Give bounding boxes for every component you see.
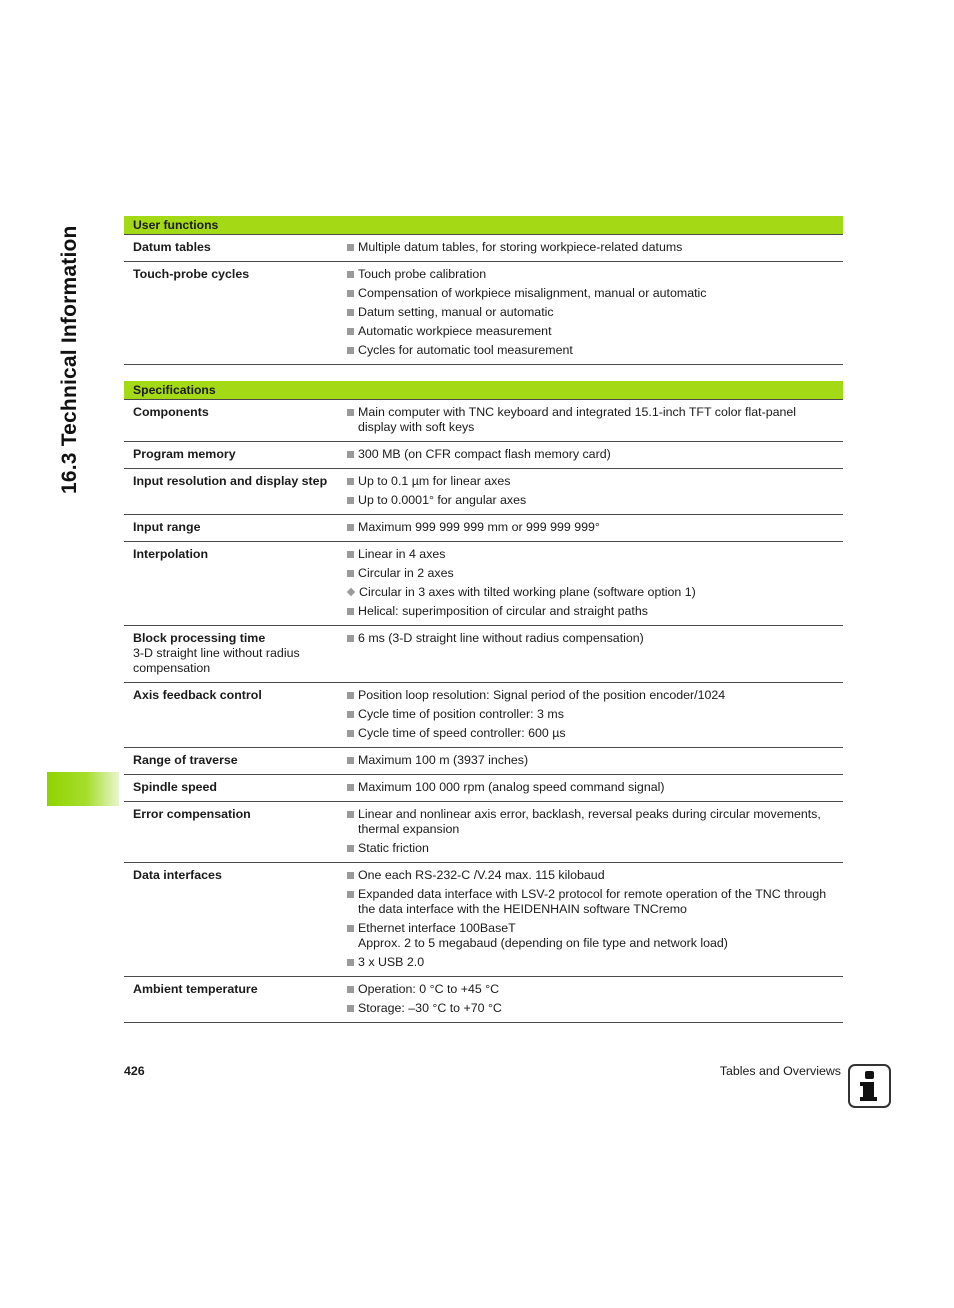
table-row [124, 542, 843, 626]
list-item-text [358, 566, 835, 581]
table-row [124, 626, 843, 683]
row-items-cell [335, 775, 843, 801]
list-item-line: Cycle time of position controller: 3 ms [358, 707, 564, 721]
list-item-line: Position loop resolution: Signal period of the position encoder/1024 [358, 688, 726, 702]
list-item-line: Linear and nonlinear axis error, backlash, reversal peaks during circular movements, [358, 807, 821, 821]
list-item [338, 707, 835, 722]
square-bullet-icon [347, 328, 354, 335]
row-items-cell [335, 863, 843, 976]
row-label-cell [124, 748, 335, 774]
list-item-text [358, 286, 835, 301]
info-icon [848, 1064, 891, 1108]
list-item [338, 240, 835, 255]
user-functions-table [124, 216, 843, 365]
table-row [124, 977, 843, 1023]
list-item-line: Up to 0.1 µm for linear axes [358, 474, 511, 488]
list-item-text [358, 807, 835, 837]
list-item-line: Circular in 3 axes with tilted working plane (software option 1) [359, 585, 696, 599]
list-item-text [358, 520, 835, 535]
list-item-line: 300 MB (on CFR compact flash memory card) [358, 447, 611, 461]
list-item-text [358, 604, 835, 619]
specifications-rows [124, 400, 843, 1023]
row-label: Program memory [133, 447, 236, 461]
table-row [124, 863, 843, 977]
row-label: Input range [133, 520, 201, 534]
list-item-text [358, 753, 835, 768]
table-row [124, 683, 843, 748]
list-item-line: Expanded data interface with LSV-2 protocol for remote operation of the TNC through [358, 887, 827, 901]
table-row [124, 748, 843, 775]
page-number: 426 [124, 1064, 145, 1078]
list-item-line: Maximum 100 000 rpm (analog speed command signal) [358, 780, 665, 794]
list-item-text [358, 493, 835, 508]
row-label: Components [133, 405, 209, 419]
square-bullet-icon [347, 524, 354, 531]
list-item-line: Touch probe calibration [358, 267, 487, 281]
list-item-text [358, 267, 835, 282]
list-item-line: Helical: superimposition of circular and straight paths [358, 604, 648, 618]
list-item-line: Ethernet interface 100BaseT [358, 921, 516, 935]
row-label: Range of traverse [133, 753, 238, 767]
list-item-text [358, 547, 835, 562]
list-item [338, 753, 835, 768]
list-item-line: Cycles for automatic tool measurement [358, 343, 573, 357]
list-item [338, 585, 835, 600]
list-item [338, 566, 835, 581]
row-items-cell [335, 802, 843, 862]
row-label-cell [124, 683, 335, 747]
list-item-line: Compensation of workpiece misalignment, manual or automatic [358, 286, 707, 300]
list-item [338, 1001, 835, 1016]
side-section-title: 16.3 Technical Information [58, 225, 81, 494]
row-items-cell [335, 515, 843, 541]
list-item-line: Linear in 4 axes [358, 547, 446, 561]
list-item [338, 887, 835, 917]
list-item-text [358, 1001, 835, 1016]
row-items-cell [335, 626, 843, 682]
list-item-line: Circular in 2 axes [358, 566, 454, 580]
list-item [338, 324, 835, 339]
list-item-line: Operation: 0 °C to +45 °C [358, 982, 500, 996]
square-bullet-icon [347, 244, 354, 251]
row-items-cell [335, 977, 843, 1022]
row-label: Input resolution and display step [133, 474, 328, 488]
list-item-line: Datum setting, manual or automatic [358, 305, 554, 319]
square-bullet-icon [347, 872, 354, 879]
diamond-bullet-icon [347, 588, 355, 596]
list-item-text [358, 955, 835, 970]
row-items-cell [335, 542, 843, 625]
list-item-text [358, 474, 835, 489]
list-item-text [358, 921, 835, 951]
square-bullet-icon [347, 757, 354, 764]
row-label: Touch-probe cycles [133, 267, 250, 281]
table-row [124, 262, 843, 365]
list-item [338, 604, 835, 619]
row-label: Interpolation [133, 547, 209, 561]
list-item-line: Cycle time of speed controller: 600 µs [358, 726, 566, 740]
list-item-line: the data interface with the HEIDENHAIN software TNCremo [358, 902, 687, 916]
row-label-cell [124, 469, 335, 514]
list-item-text [358, 631, 835, 646]
square-bullet-icon [347, 925, 354, 932]
list-item-text [358, 982, 835, 997]
list-item [338, 547, 835, 562]
table-row [124, 775, 843, 802]
square-bullet-icon [347, 711, 354, 718]
list-item-text [358, 324, 835, 339]
user-functions-rows [124, 235, 843, 365]
square-bullet-icon [347, 409, 354, 416]
square-bullet-icon [347, 692, 354, 699]
list-item [338, 447, 835, 462]
row-label-cell [124, 977, 335, 1022]
list-item-line: 3 x USB 2.0 [358, 955, 425, 969]
list-item-line: One each RS-232-C /V.24 max. 115 kilobaud [358, 868, 605, 882]
table-row [124, 442, 843, 469]
list-item [338, 807, 835, 837]
square-bullet-icon [347, 478, 354, 485]
list-item-text [358, 841, 835, 856]
row-label-cell [124, 802, 335, 862]
row-label-cell [124, 775, 335, 801]
row-label: Datum tables [133, 240, 211, 254]
list-item-line: thermal expansion [358, 822, 460, 836]
list-item-text [358, 688, 835, 703]
row-label-cell [124, 626, 335, 682]
list-item [338, 726, 835, 741]
row-label: Axis feedback control [133, 688, 262, 702]
table-row [124, 469, 843, 515]
list-item [338, 520, 835, 535]
list-item-line: Up to 0.0001° for angular axes [358, 493, 527, 507]
row-sublabel: 3-D straight line without radius compensation [133, 646, 300, 675]
list-item-line: Maximum 999 999 999 mm or 999 999 999° [358, 520, 600, 534]
square-bullet-icon [347, 891, 354, 898]
square-bullet-icon [347, 986, 354, 993]
square-bullet-icon [347, 309, 354, 316]
row-items-cell [335, 683, 843, 747]
list-item [338, 982, 835, 997]
square-bullet-icon [347, 271, 354, 278]
list-item-text [358, 868, 835, 883]
square-bullet-icon [347, 784, 354, 791]
square-bullet-icon [347, 845, 354, 852]
list-item-text [358, 707, 835, 722]
square-bullet-icon [347, 608, 354, 615]
list-item-text [358, 305, 835, 320]
list-item [338, 267, 835, 282]
list-item-text [358, 240, 835, 255]
list-item-line: Multiple datum tables, for storing workpiece-related datums [358, 240, 683, 254]
row-label: Spindle speed [133, 780, 217, 794]
table-row [124, 400, 843, 442]
square-bullet-icon [347, 347, 354, 354]
list-item [338, 631, 835, 646]
list-item [338, 780, 835, 795]
list-item-text [358, 405, 835, 435]
list-item-line: Static friction [358, 841, 429, 855]
list-item [338, 305, 835, 320]
table-row [124, 802, 843, 863]
row-label-cell [124, 542, 335, 625]
table-row [124, 515, 843, 542]
list-item [338, 343, 835, 358]
list-item [338, 286, 835, 301]
list-item [338, 493, 835, 508]
square-bullet-icon [347, 290, 354, 297]
list-item [338, 688, 835, 703]
list-item [338, 474, 835, 489]
square-bullet-icon [347, 959, 354, 966]
row-label-cell [124, 262, 335, 364]
list-item-line: Main computer with TNC keyboard and integrated 15.1-inch TFT color flat-panel [358, 405, 797, 419]
chapter-tab-marker [47, 772, 119, 806]
list-item-text [358, 780, 835, 795]
row-label-cell [124, 400, 335, 441]
square-bullet-icon [347, 451, 354, 458]
row-label-cell [124, 235, 335, 261]
user-functions-header: User functions [124, 216, 843, 235]
square-bullet-icon [347, 570, 354, 577]
list-item [338, 405, 835, 435]
specifications-table [124, 381, 843, 1023]
row-items-cell [335, 262, 843, 364]
row-items-cell [335, 469, 843, 514]
list-item-line: Automatic workpiece measurement [358, 324, 552, 338]
list-item [338, 921, 835, 951]
list-item-text [359, 585, 835, 600]
list-item-text [358, 726, 835, 741]
row-label: Block processing time [133, 631, 266, 645]
square-bullet-icon [347, 811, 354, 818]
list-item-text [358, 887, 835, 917]
list-item-line: Storage: –30 °C to +70 °C [358, 1001, 502, 1015]
row-items-cell [335, 442, 843, 468]
square-bullet-icon [347, 551, 354, 558]
row-items-cell [335, 400, 843, 441]
square-bullet-icon [347, 1005, 354, 1012]
list-item-line: display with soft keys [358, 420, 475, 434]
footer-section-title: Tables and Overviews [719, 1064, 841, 1078]
row-label-cell [124, 863, 335, 976]
row-items-cell [335, 235, 843, 261]
row-label: Error compensation [133, 807, 251, 821]
square-bullet-icon [347, 635, 354, 642]
specifications-header: Specifications [124, 381, 843, 400]
list-item-text [358, 447, 835, 462]
row-label-cell [124, 442, 335, 468]
square-bullet-icon [347, 497, 354, 504]
list-item [338, 955, 835, 970]
list-item-line: Maximum 100 m (3937 inches) [358, 753, 529, 767]
row-items-cell [335, 748, 843, 774]
list-item-text [358, 343, 835, 358]
square-bullet-icon [347, 730, 354, 737]
table-row [124, 235, 843, 262]
list-item [338, 841, 835, 856]
list-item-line: Approx. 2 to 5 megabaud (depending on file type and network load) [358, 936, 728, 950]
list-item-line: 6 ms (3-D straight line without radius compensation) [358, 631, 644, 645]
row-label: Ambient temperature [133, 982, 258, 996]
row-label: Data interfaces [133, 868, 222, 882]
list-item [338, 868, 835, 883]
row-label-cell [124, 515, 335, 541]
